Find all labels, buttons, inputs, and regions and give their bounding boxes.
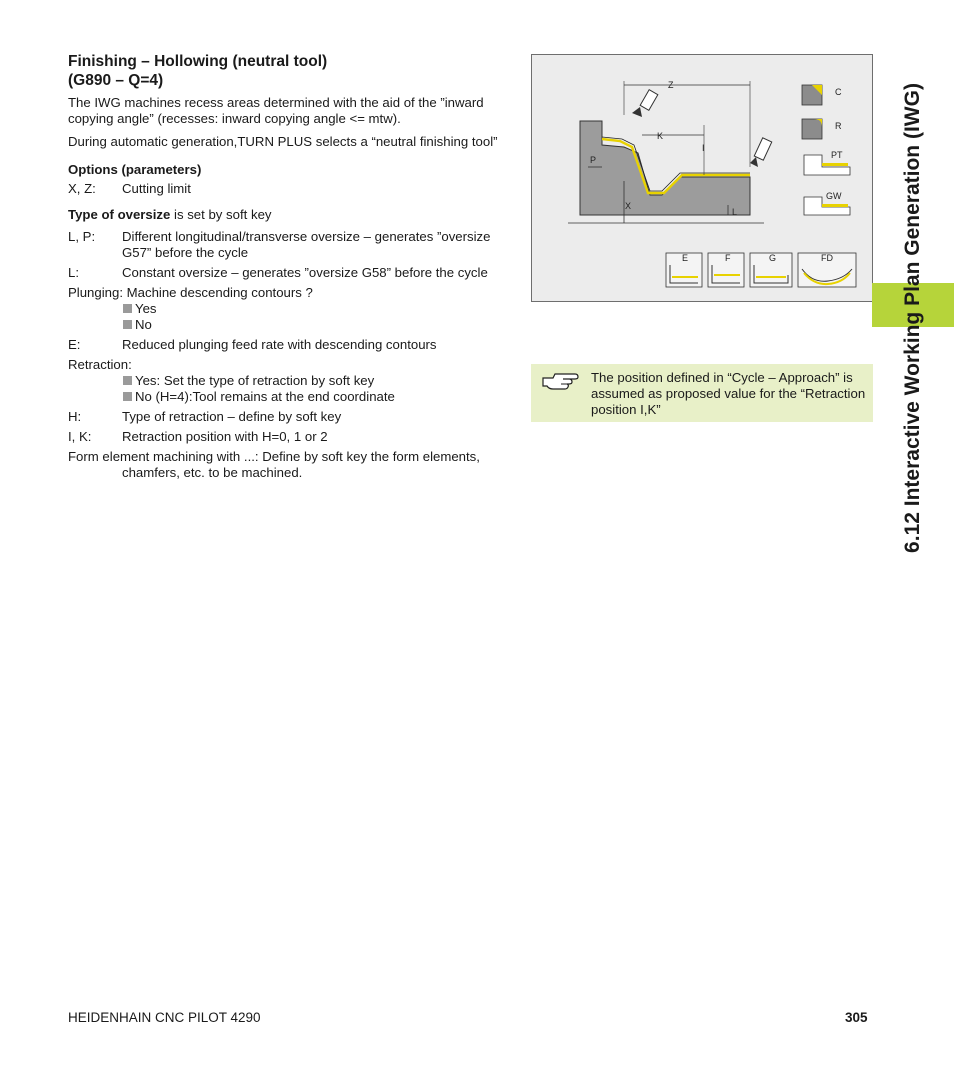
label-z: Z bbox=[668, 80, 674, 90]
param-key: L: bbox=[68, 265, 79, 280]
tool-right-insert bbox=[750, 157, 758, 167]
param-value: Retraction position with H=0, 1 or 2 bbox=[122, 429, 328, 444]
form-pt-icon-highlight bbox=[822, 163, 848, 166]
bullet-square-icon bbox=[123, 392, 132, 401]
oversize-label-rest: is set by soft key bbox=[170, 207, 272, 222]
choice-text: No bbox=[135, 317, 152, 332]
param-key: X, Z: bbox=[68, 181, 96, 196]
section-heading-line2: (G890 – Q=4) bbox=[68, 72, 164, 89]
plunging-choice-yes bbox=[68, 301, 513, 317]
label-g: G bbox=[769, 253, 777, 263]
tool-left-holder bbox=[640, 90, 658, 111]
param-e bbox=[68, 337, 513, 353]
label-c: C bbox=[835, 87, 842, 97]
label-e: E bbox=[682, 253, 689, 263]
param-xz bbox=[68, 181, 513, 197]
retraction-label: Retraction: bbox=[68, 357, 132, 372]
note-text: The position defined in “Cycle – Approach” is assumed as proposed value for the “Retraction position I,K” bbox=[591, 370, 866, 417]
bullet-square-icon bbox=[123, 304, 132, 313]
label-x: X bbox=[625, 201, 632, 211]
label-fd: FD bbox=[821, 253, 833, 263]
param-key: H: bbox=[68, 409, 82, 424]
intro-paragraph-1: The IWG machines recess areas determined with the aid of the ”inward copying angle” (recesses: inward copying angle <= mtw). bbox=[68, 95, 484, 126]
label-r: R bbox=[835, 121, 842, 131]
param-value: Reduced plunging feed rate with descending contours bbox=[122, 337, 437, 352]
label-k: K bbox=[657, 131, 664, 141]
label-l: L bbox=[732, 207, 738, 217]
page-number: 305 bbox=[845, 1010, 868, 1025]
oversize-label bbox=[68, 207, 513, 223]
bullet-square-icon bbox=[123, 320, 132, 329]
param-l bbox=[68, 265, 513, 281]
param-key: E: bbox=[68, 337, 81, 352]
choice-text: Yes bbox=[135, 301, 157, 316]
label-pt: PT bbox=[831, 150, 843, 160]
form-r-icon bbox=[802, 119, 822, 139]
label-gw: GW bbox=[826, 191, 842, 201]
label-i: I bbox=[702, 143, 705, 153]
label-p: P bbox=[590, 155, 597, 165]
param-value: Type of retraction – define by soft key bbox=[122, 409, 342, 424]
param-key: I, K: bbox=[68, 429, 92, 444]
bullet-square-icon bbox=[123, 376, 132, 385]
retraction-choice-no bbox=[68, 389, 513, 405]
contour-diagram bbox=[532, 55, 872, 301]
plunging-choice-no bbox=[68, 317, 513, 333]
hollowing-figure bbox=[531, 54, 873, 302]
choice-text: No (H=4):Tool remains at the end coordinate bbox=[135, 389, 395, 404]
form-element-paragraph: Form element machining with ...: Define by soft key the form elements, chamfers, etc. to be machined. bbox=[68, 449, 480, 480]
intro-paragraph-2: During automatic generation,TURN PLUS selects a “neutral finishing tool” bbox=[68, 134, 498, 149]
plunging-label: Plunging: Machine descending contours ? bbox=[68, 285, 313, 300]
param-value: Cutting limit bbox=[122, 181, 191, 196]
oversize-label-bold: Type of oversize bbox=[68, 207, 171, 222]
pointing-hand-icon bbox=[541, 370, 579, 392]
tool-right-holder bbox=[754, 138, 772, 160]
note-box bbox=[531, 364, 873, 422]
chapter-title: 6.12 Interactive Working Plan Generation (IWG) bbox=[901, 83, 924, 553]
section-heading bbox=[68, 52, 513, 90]
footer-manual-title: HEIDENHAIN CNC PILOT 4290 bbox=[68, 1010, 261, 1025]
param-value: Different longitudinal/transverse oversize – generates ”oversize G57” before the cycle bbox=[122, 229, 491, 260]
section-heading-line1: Finishing – Hollowing (neutral tool) bbox=[68, 53, 328, 70]
param-lp bbox=[68, 229, 513, 261]
param-key: L, P: bbox=[68, 229, 96, 244]
tool-left-insert bbox=[632, 107, 642, 117]
param-ik bbox=[68, 429, 513, 445]
main-column bbox=[68, 52, 513, 485]
param-h bbox=[68, 409, 513, 425]
retraction-choice-yes bbox=[68, 373, 513, 389]
param-value: Constant oversize – generates ”oversize G58” before the cycle bbox=[122, 265, 488, 280]
choice-text: Yes: Set the type of retraction by soft key bbox=[135, 373, 375, 388]
form-gw-icon-highlight bbox=[822, 204, 848, 207]
label-f: F bbox=[725, 253, 731, 263]
options-title: Options (parameters) bbox=[68, 162, 202, 177]
